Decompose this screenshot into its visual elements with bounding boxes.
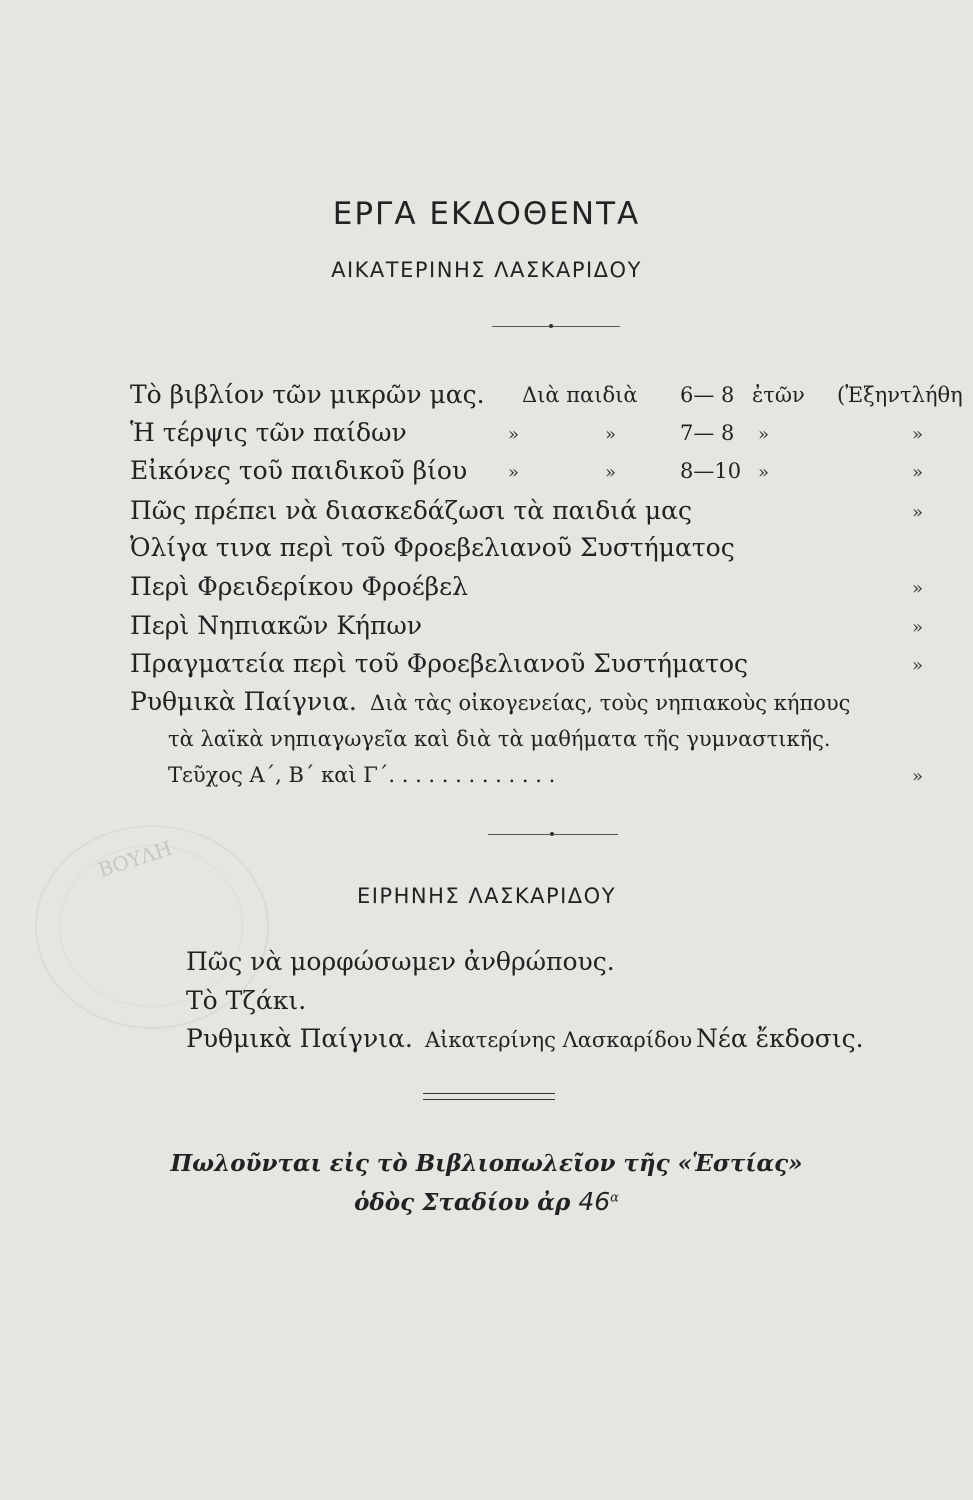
ditto-mark: » xyxy=(912,655,924,676)
book-note-12: Αἰκατερίνης Λασκαρίδου xyxy=(425,1028,693,1052)
book-age-1: 6— 8 xyxy=(680,383,735,407)
author-heading-1: ΑΙΚΑΤΕΡΙΝΗΣ ΛΑΣΚΑΡΙΔΟΥ xyxy=(331,258,642,282)
book-title-2: Ἡ τέρψις τῶν παίδων xyxy=(130,418,407,447)
book-title-5: Ὀλίγα τινα περὶ τοῦ Φροεβελιανοῦ Συστήματος xyxy=(130,533,735,562)
ditto-mark: » xyxy=(912,502,924,523)
stamp-text: ΒΟΥΛΗ xyxy=(95,835,176,883)
ditto-mark: » xyxy=(912,578,924,599)
ditto-mark: » xyxy=(912,617,924,638)
book-note-1: Διὰ παιδιὰ xyxy=(522,383,638,407)
book-unit-1: ἐτῶν xyxy=(752,383,805,407)
author-heading-2: ΕΙΡΗΝΗΣ ΛΑΣΚΑΡΙΔΟΥ xyxy=(356,884,617,908)
ditto-mark: » xyxy=(912,424,924,445)
divider-rule-1 xyxy=(492,326,620,327)
ditto-mark: » xyxy=(758,424,770,445)
book-title-3: Εἰκόνες τοῦ παιδικοῦ βίου xyxy=(130,456,468,485)
stamp-inner-ring xyxy=(59,845,243,1007)
book-title-9: Ρυθμικὰ Παίγνια. xyxy=(130,687,357,716)
ditto-mark: » xyxy=(912,766,924,787)
book-status-1: (Ἐξηντλήθη xyxy=(837,383,963,407)
book-title-4: Πῶς πρέπει νὰ διασκεδάζωσι τὰ παιδιά μας xyxy=(130,496,693,525)
book-issues: Τεῦχος Α΄, Β΄ καὶ Γ΄. . . . . . . . . . . . . xyxy=(168,763,556,787)
publisher-street: ὁδὸς Σταδίου ἀρ xyxy=(354,1189,571,1216)
book-title-7: Περὶ Νηπιακῶν Κήπων xyxy=(130,611,422,640)
ditto-mark: » xyxy=(508,424,520,445)
book-edition-12: Νέα ἔκδοσις. xyxy=(696,1024,864,1053)
book-title-6: Περὶ Φρειδερίκου Φροέβελ xyxy=(130,572,468,601)
ditto-mark: » xyxy=(758,462,770,483)
book-title-1: Τὸ βιβλίον τῶν μικρῶν μας. xyxy=(130,380,485,409)
book-note-9-cont: τὰ λαϊκὰ νηπιαγωγεῖα καὶ διὰ τὰ μαθήματα τῆς γυμναστικῆς. xyxy=(168,727,831,751)
double-rule-top xyxy=(423,1093,555,1094)
book-age-2: 7— 8 xyxy=(680,421,735,445)
ditto-mark: » xyxy=(605,462,617,483)
page-title: ΕΡΓΑ ΕΚΔΟΘΕΝΤΑ xyxy=(332,196,641,232)
ditto-mark: » xyxy=(605,424,617,445)
book-title-12: Ρυθμικὰ Παίγνια. xyxy=(186,1024,413,1053)
book-age-3: 8—10 xyxy=(680,459,742,483)
publisher-address xyxy=(0,1187,973,1216)
publisher-line: Πωλοῦνται εἰς τὸ Βιβλιοπωλεῖον τῆς «Ἑστίας» xyxy=(170,1150,803,1177)
divider-dot-2 xyxy=(550,832,554,836)
book-title-10: Πῶς νὰ μορφώσωμεν ἀνθρώπους. xyxy=(186,947,615,976)
street-number-suffix: α xyxy=(610,1190,619,1206)
book-title-11: Τὸ Τζάκι. xyxy=(186,986,307,1015)
divider-dot-1 xyxy=(549,324,553,328)
ditto-mark: » xyxy=(912,462,924,483)
ditto-mark: » xyxy=(508,462,520,483)
book-note-9: Διὰ τὰς οἰκογενείας, τοὺς νηπιακοὺς κήπους xyxy=(370,691,851,715)
book-title-8: Πραγματεία περὶ τοῦ Φροεβελιανοῦ Συστήματος xyxy=(130,649,749,678)
street-number: 46 xyxy=(578,1187,611,1216)
double-rule-bottom xyxy=(423,1099,555,1100)
